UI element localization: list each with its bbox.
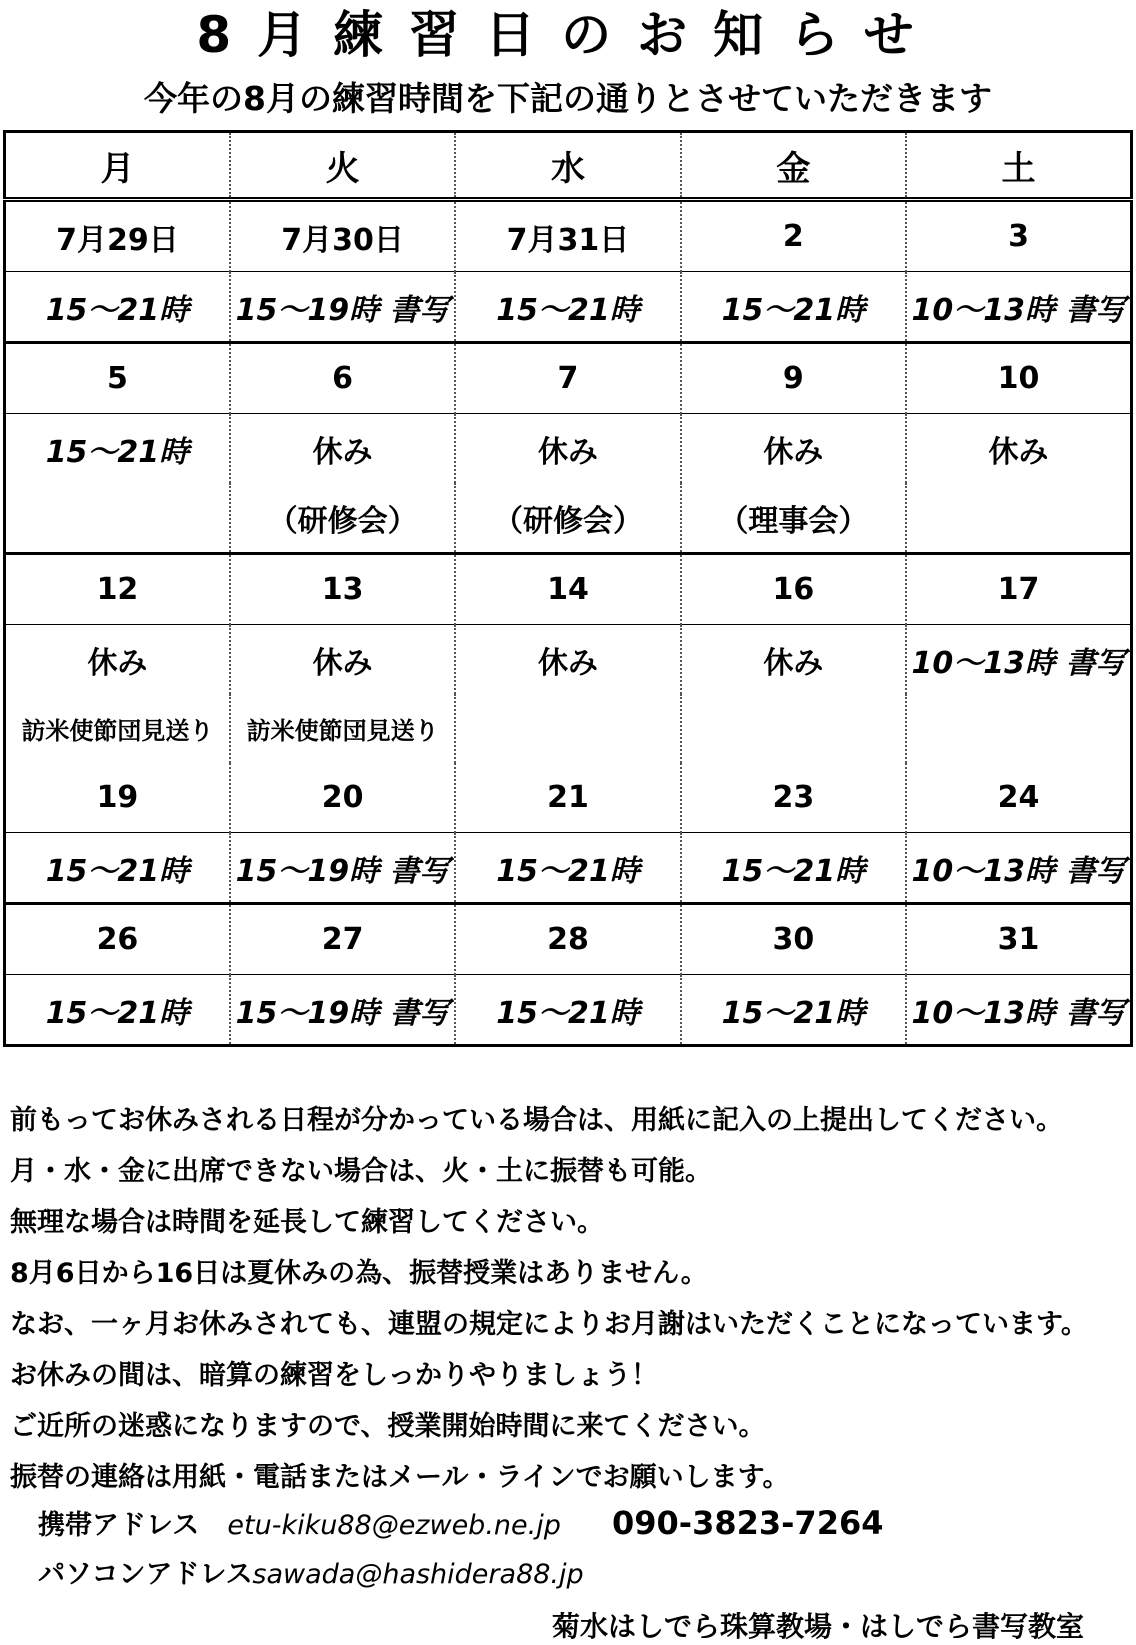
page-subtitle: 今年の8月の練習時間を下記の通りとさせていただきます xyxy=(144,79,992,118)
time-cell: 15～21時 xyxy=(5,975,230,1046)
table-row xyxy=(5,414,1132,484)
mobile-email-link[interactable]: etu-kiku88@ezweb.ne.jp xyxy=(227,1510,561,1541)
date-cell: 28 xyxy=(455,904,680,975)
note-line: お休みの間は、暗算の練習をしっかりやりましょう！ xyxy=(10,1360,658,1391)
note-cell xyxy=(681,694,906,763)
note-cell: 休み xyxy=(5,625,230,695)
note-line: 8月6日から16日は夏休みの為、振替授業はありません。 xyxy=(10,1258,708,1289)
table-row xyxy=(5,343,1132,414)
date-cell: 6 xyxy=(230,343,455,414)
time-cell: 15～19時 書写 xyxy=(230,272,455,343)
note-line: ご近所の迷惑になりますので、授業開始時間に来てください。 xyxy=(10,1411,766,1442)
weekday-tue: 火 xyxy=(230,132,455,200)
table-row xyxy=(5,272,1132,343)
note-cell: 休み xyxy=(230,414,455,484)
time-cell: 15～21時 xyxy=(5,414,230,484)
time-cell: 10～13時 書写 xyxy=(906,975,1131,1046)
time-cell: 15～19時 書写 xyxy=(230,833,455,904)
note-cell: （研修会） xyxy=(455,483,680,554)
note-cell: 休み xyxy=(455,414,680,484)
table-row xyxy=(5,833,1132,904)
pc-email-link[interactable]: sawada@hashidera88.jp xyxy=(252,1559,584,1590)
note-cell xyxy=(906,694,1131,763)
note-cell: 休み xyxy=(906,414,1131,484)
table-row xyxy=(5,625,1132,695)
weekday-mon: 月 xyxy=(5,132,230,200)
date-cell: 26 xyxy=(5,904,230,975)
school-name: 菊水はしでら珠算教場・はしでら書写教室 xyxy=(551,1610,1084,1643)
note-cell: （理事会） xyxy=(681,483,906,554)
time-cell: 15～21時 xyxy=(455,975,680,1046)
date-cell: 7月31日 xyxy=(455,200,680,272)
note-line: 前もってお休みされる日程が分かっている場合は、用紙に記入の上提出してください。 xyxy=(10,1105,1063,1136)
mobile-address-label: 携帯アドレス xyxy=(38,1510,200,1541)
date-cell: 10 xyxy=(906,343,1131,414)
note-line: 月・水・金に出席できない場合は、火・土に振替も可能。 xyxy=(10,1156,712,1187)
note-cell: 訪米使節団見送り xyxy=(21,717,214,745)
date-cell: 12 xyxy=(5,554,230,625)
date-cell: 3 xyxy=(906,200,1131,272)
note-cell: 休み xyxy=(681,414,906,484)
table-row xyxy=(5,554,1132,625)
time-cell: 15～21時 xyxy=(5,272,230,343)
time-cell: 15～21時 xyxy=(5,833,230,904)
date-cell: 13 xyxy=(230,554,455,625)
table-row xyxy=(5,200,1132,272)
note-cell: 訪米使節団見送り xyxy=(230,694,455,763)
phone-number[interactable]: 090-3823-7264 xyxy=(612,1504,884,1542)
date-cell: 14 xyxy=(455,554,680,625)
date-cell: 27 xyxy=(230,904,455,975)
date-cell: 16 xyxy=(681,554,906,625)
date-cell: 19 xyxy=(96,780,139,815)
note-line: 無理な場合は時間を延長して練習してください。 xyxy=(10,1207,604,1238)
time-cell: 15～19時 書写 xyxy=(230,975,455,1046)
note-cell: （研修会） xyxy=(230,483,455,554)
pc-address-label: パソコンアドレス xyxy=(38,1559,253,1590)
date-cell: 5 xyxy=(5,343,230,414)
notes-section xyxy=(10,1095,1130,1503)
date-cell: 31 xyxy=(906,904,1131,975)
weekday-sat: 土 xyxy=(906,132,1131,200)
note-cell: 休み xyxy=(681,625,906,695)
note-cell xyxy=(455,694,680,763)
date-cell: 24 xyxy=(906,763,1131,833)
date-cell: 21 xyxy=(455,763,680,833)
weekday-header-row xyxy=(5,132,1132,200)
table-row xyxy=(5,975,1132,1046)
time-cell: 10～13時 書写 xyxy=(906,272,1131,343)
table-row xyxy=(5,904,1132,975)
note-line: なお、一ヶ月お休みされても、連盟の規定によりお月謝はいただくことになっています。 xyxy=(10,1309,1088,1340)
date-cell: 20 xyxy=(230,763,455,833)
time-cell: 15～21時 xyxy=(681,272,906,343)
mobile-contact xyxy=(38,1506,561,1546)
time-cell: 15～21時 xyxy=(455,272,680,343)
schedule-table xyxy=(3,130,1133,1047)
note-cell xyxy=(5,483,230,554)
date-cell: 7 xyxy=(455,343,680,414)
date-cell: 9 xyxy=(681,343,906,414)
date-cell: 7月29日 xyxy=(56,222,179,258)
note-cell: 休み xyxy=(230,625,455,695)
table-row xyxy=(5,483,1132,554)
time-cell: 10～13時 書写 xyxy=(906,625,1131,695)
note-line: 振替の連絡は用紙・電話またはメール・ラインでお願いします。 xyxy=(10,1462,790,1493)
time-cell: 15～21時 xyxy=(455,833,680,904)
page-title: 8月練習日のお知らせ xyxy=(196,6,940,64)
date-cell: 30 xyxy=(681,904,906,975)
note-cell: 休み xyxy=(455,625,680,695)
note-cell xyxy=(906,483,1131,554)
date-cell: 23 xyxy=(681,763,906,833)
date-cell: 7月30日 xyxy=(230,200,455,272)
time-cell: 15～21時 xyxy=(681,975,906,1046)
time-cell: 15～21時 xyxy=(681,833,906,904)
weekday-fri: 金 xyxy=(681,132,906,200)
date-cell: 17 xyxy=(906,554,1131,625)
weekday-wed: 水 xyxy=(455,132,680,200)
date-cell: 2 xyxy=(681,200,906,272)
table-row xyxy=(5,763,1132,833)
time-cell: 10～13時 書写 xyxy=(906,833,1131,904)
table-row xyxy=(5,694,1132,763)
pc-contact xyxy=(38,1555,584,1595)
